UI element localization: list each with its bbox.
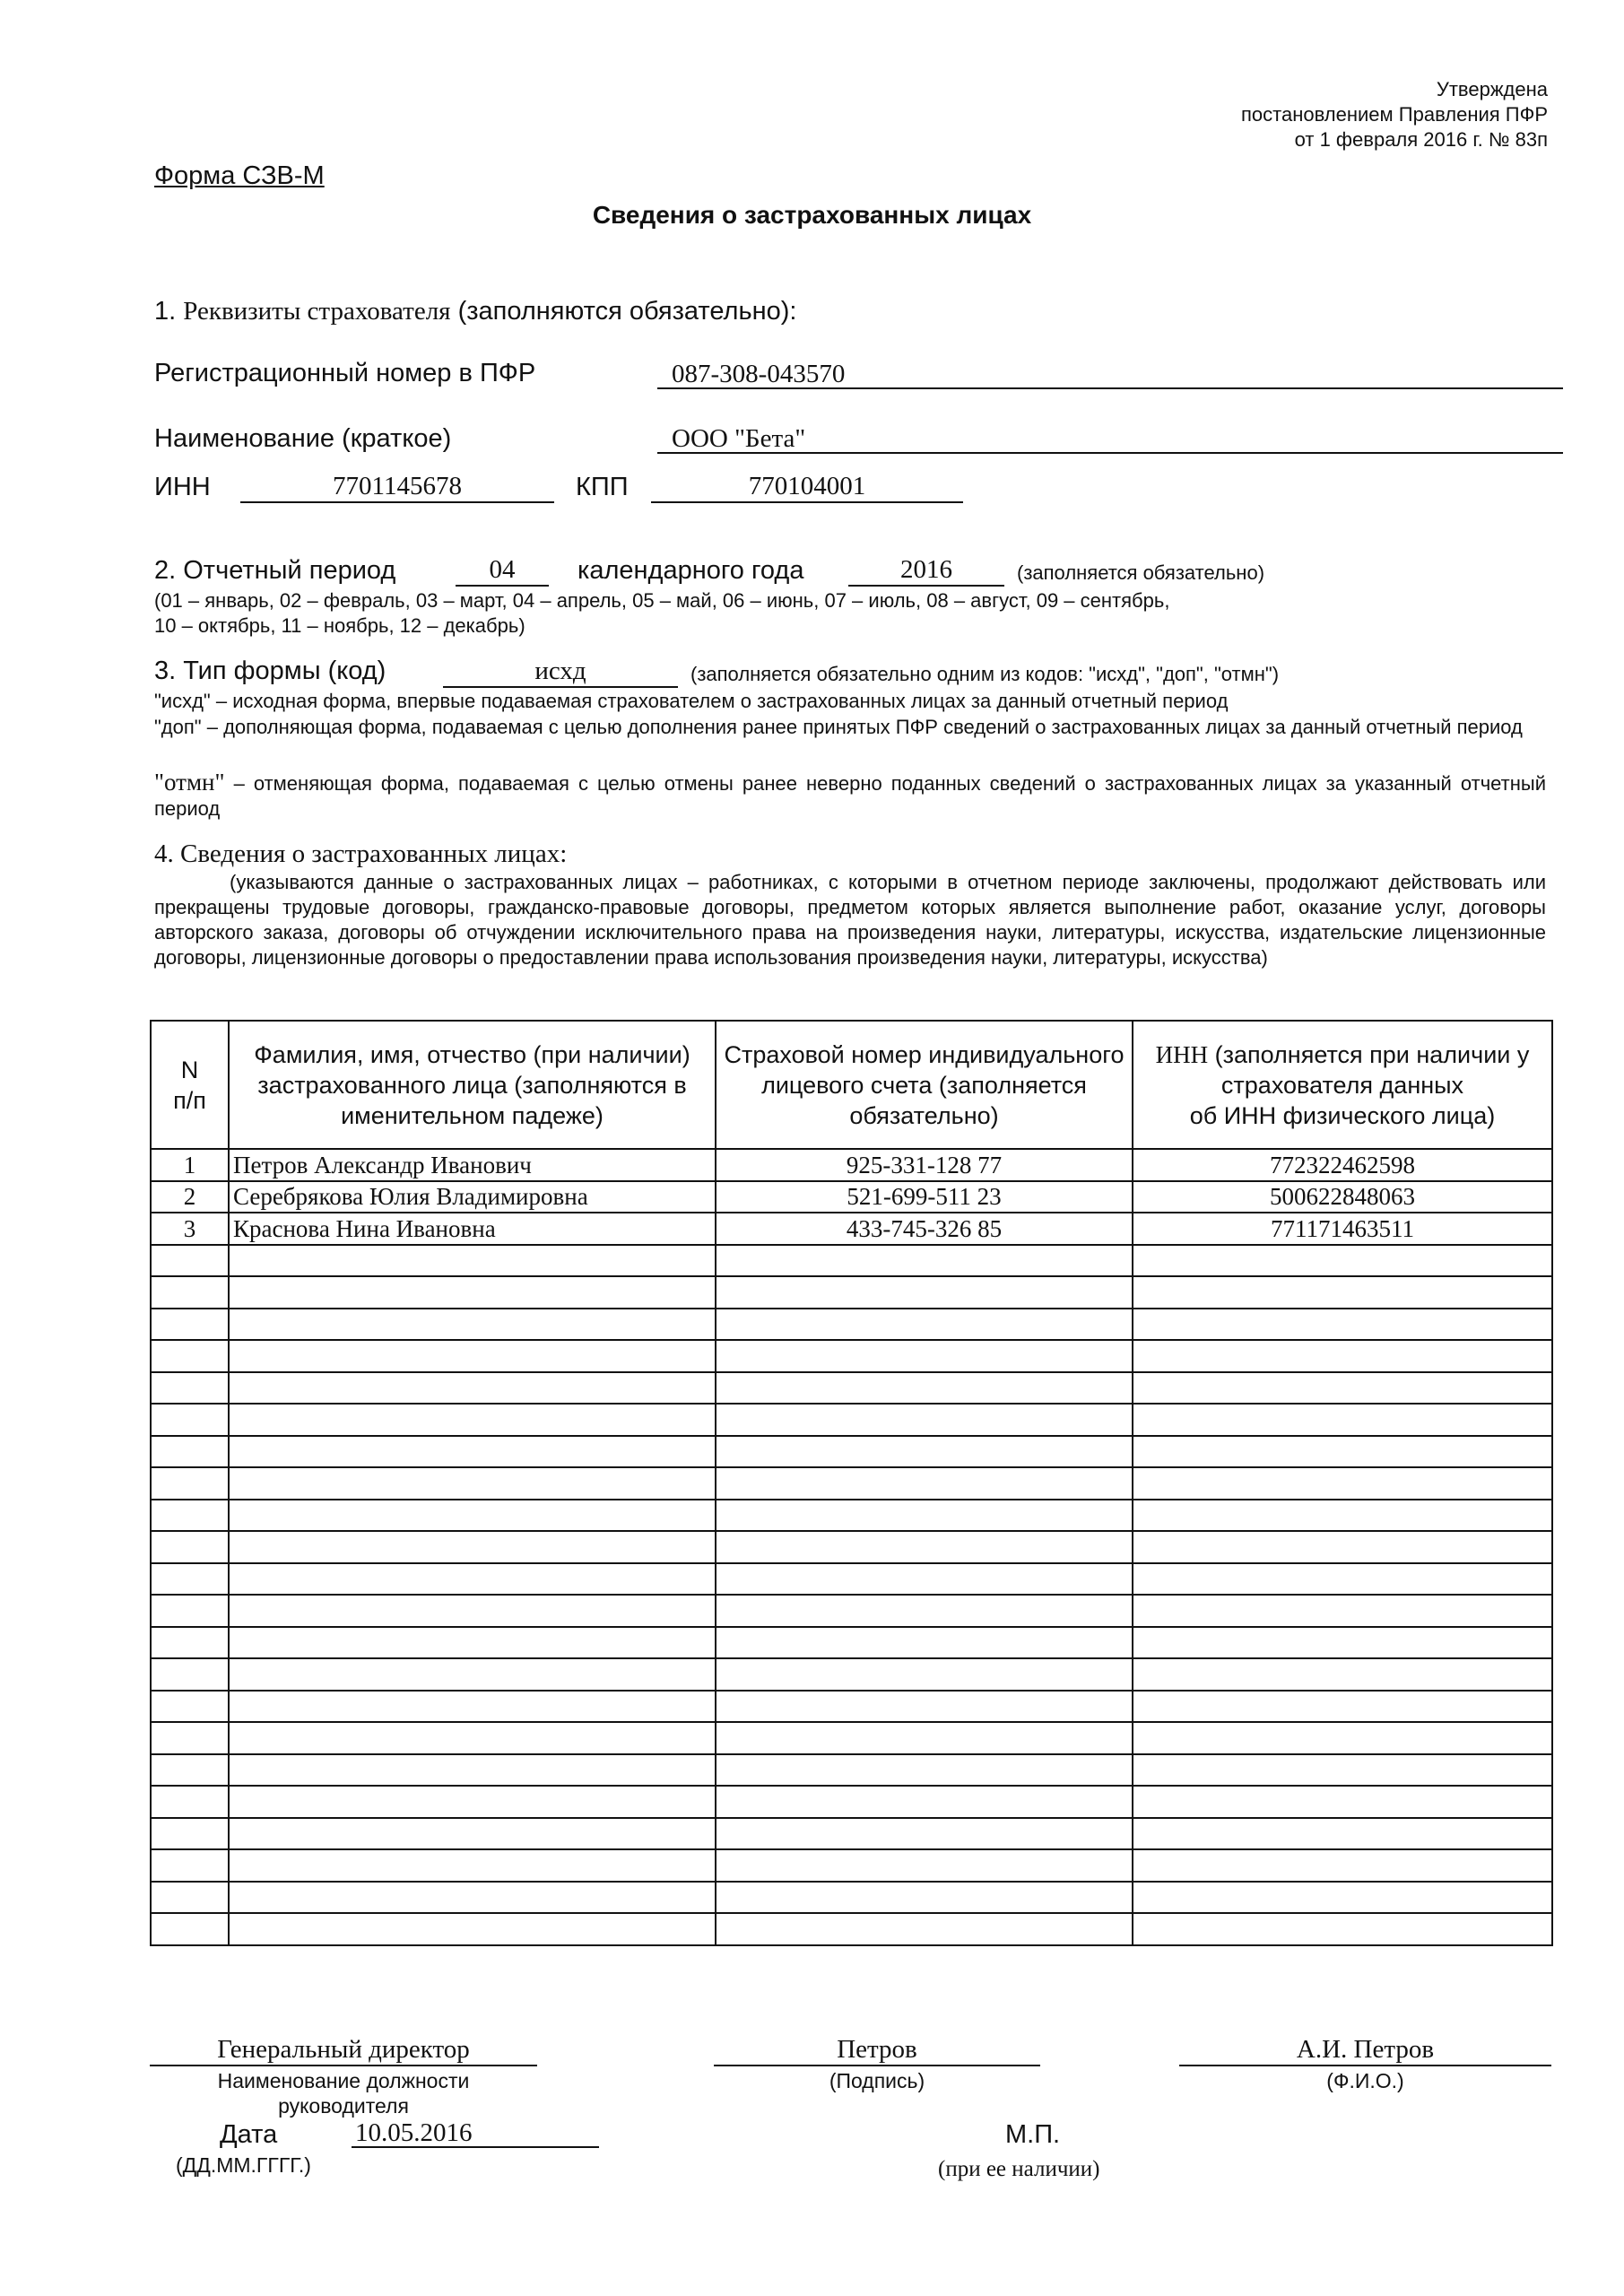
empty-table-row (151, 1658, 1552, 1691)
empty-cell[interactable] (1133, 1404, 1552, 1436)
empty-table-row (151, 1691, 1552, 1723)
empty-table-row (151, 1340, 1552, 1372)
empty-cell[interactable] (151, 1754, 229, 1787)
empty-cell[interactable] (229, 1309, 716, 1341)
section-1-heading-note: (заполняются обязательно): (457, 297, 797, 326)
kpp-field[interactable]: 770104001 (651, 471, 963, 503)
empty-cell[interactable] (1133, 1882, 1552, 1914)
row-number: 3 (151, 1213, 229, 1245)
approval-line-3: от 1 февраля 2016 г. № 83п (1294, 128, 1548, 151)
empty-cell[interactable] (716, 1627, 1133, 1659)
empty-cell[interactable] (229, 1722, 716, 1754)
column-header-snils: Страховой номер индивидуального лицевого счета (заполняется обязательно) (716, 1021, 1133, 1149)
column-header-inn-code: ИНН (1155, 1040, 1209, 1068)
approval-line-1: Утверждена (1436, 78, 1548, 100)
column-header-number-line-1: N (180, 1056, 199, 1083)
empty-table-row (151, 1563, 1552, 1596)
empty-cell[interactable] (716, 1754, 1133, 1787)
approval-note (1241, 77, 1548, 152)
empty-cell[interactable] (1133, 1786, 1552, 1818)
date-label: Дата (220, 2120, 278, 2149)
signature-field[interactable]: Петров (714, 2034, 1040, 2066)
empty-cell[interactable] (229, 1276, 716, 1309)
empty-cell[interactable] (716, 1531, 1133, 1563)
empty-table-row (151, 1500, 1552, 1532)
section-1-heading (154, 297, 796, 326)
date-field[interactable]: 10.05.2016 (352, 2118, 599, 2148)
months-legend-line-2: 10 – октябрь, 11 – ноябрь, 12 – декабрь) (154, 614, 525, 637)
empty-cell[interactable] (151, 1340, 229, 1372)
empty-cell[interactable] (716, 1563, 1133, 1596)
row-fio[interactable]: Краснова Нина Ивановна (229, 1213, 716, 1245)
empty-table-row (151, 1245, 1552, 1277)
empty-cell[interactable] (1133, 1595, 1552, 1627)
empty-cell[interactable] (151, 1786, 229, 1818)
empty-cell[interactable] (151, 1913, 229, 1945)
empty-table-row (151, 1818, 1552, 1850)
empty-cell[interactable] (229, 1595, 716, 1627)
empty-cell[interactable] (716, 1849, 1133, 1882)
inn-label: ИНН (154, 473, 211, 501)
empty-table-row (151, 1309, 1552, 1341)
row-number: 1 (151, 1149, 229, 1181)
empty-cell[interactable] (716, 1882, 1133, 1914)
empty-table-row (151, 1404, 1552, 1436)
empty-cell[interactable] (716, 1276, 1133, 1309)
empty-cell[interactable] (716, 1913, 1133, 1945)
empty-cell[interactable] (151, 1276, 229, 1309)
empty-table-row (151, 1786, 1552, 1818)
empty-table-row (151, 1722, 1552, 1754)
empty-cell[interactable] (716, 1500, 1133, 1532)
form-type-otmn-desc (154, 770, 1546, 822)
empty-cell[interactable] (229, 1436, 716, 1468)
column-header-fio: Фамилия, имя, отчество (при наличии) застрахованного лица (заполняются в именительном падеже) (229, 1021, 716, 1149)
empty-cell[interactable] (1133, 1372, 1552, 1405)
empty-cell[interactable] (151, 1849, 229, 1882)
empty-cell[interactable] (716, 1404, 1133, 1436)
empty-cell[interactable] (151, 1531, 229, 1563)
empty-cell[interactable] (229, 1754, 716, 1787)
empty-cell[interactable] (1133, 1340, 1552, 1372)
empty-cell[interactable] (229, 1786, 716, 1818)
calendar-year-label: календарного года (578, 556, 804, 585)
empty-cell[interactable] (716, 1340, 1133, 1372)
empty-cell[interactable] (151, 1882, 229, 1914)
row-inn[interactable]: 500622848063 (1133, 1181, 1552, 1213)
column-header-inn (1133, 1021, 1552, 1149)
empty-cell[interactable] (716, 1245, 1133, 1277)
empty-cell[interactable] (229, 1913, 716, 1945)
empty-cell[interactable] (151, 1563, 229, 1596)
short-name-field[interactable]: ООО "Бета" (657, 423, 1563, 454)
empty-cell[interactable] (151, 1245, 229, 1277)
empty-table-row (151, 1436, 1552, 1468)
director-position-caption-line-2: руководителя (278, 2094, 409, 2118)
director-position-caption-line-1: Наименование должности (217, 2069, 470, 2092)
empty-cell[interactable] (151, 1627, 229, 1659)
approval-line-2: постановлением Правления ПФР (1241, 103, 1548, 126)
empty-cell[interactable] (229, 1531, 716, 1563)
empty-cell[interactable] (1133, 1818, 1552, 1850)
empty-cell[interactable] (229, 1691, 716, 1723)
empty-table-row (151, 1627, 1552, 1659)
empty-table-row (151, 1595, 1552, 1627)
column-header-number-line-2: п/п (173, 1086, 206, 1114)
section-1-heading-main: Реквизиты страхователя (183, 297, 451, 326)
empty-cell[interactable] (229, 1849, 716, 1882)
inn-field[interactable]: 7701145678 (240, 471, 554, 503)
empty-cell[interactable] (716, 1786, 1133, 1818)
empty-cell[interactable] (1133, 1754, 1552, 1787)
empty-cell[interactable] (151, 1309, 229, 1341)
empty-table-row (151, 1754, 1552, 1787)
table-row (151, 1149, 1552, 1181)
kpp-label: КПП (576, 473, 629, 501)
page-title: Сведения о застрахованных лицах (592, 201, 1032, 229)
row-number: 2 (151, 1181, 229, 1213)
empty-cell[interactable] (1133, 1913, 1552, 1945)
empty-table-row (151, 1882, 1552, 1914)
stamp-note: (при ее наличии) (938, 2157, 1100, 2181)
empty-table-row (151, 1531, 1552, 1563)
empty-cell[interactable] (716, 1595, 1133, 1627)
empty-cell[interactable] (151, 1467, 229, 1500)
empty-cell[interactable] (229, 1818, 716, 1850)
reporting-year-field[interactable]: 2016 (848, 554, 1004, 587)
reporting-period-label: 2. Отчетный период (154, 556, 396, 585)
empty-cell[interactable] (229, 1340, 716, 1372)
empty-cell[interactable] (151, 1436, 229, 1468)
empty-cell[interactable] (229, 1245, 716, 1277)
empty-cell[interactable] (229, 1467, 716, 1500)
empty-cell[interactable] (1133, 1436, 1552, 1468)
empty-cell[interactable] (229, 1658, 716, 1691)
empty-cell[interactable] (1133, 1309, 1552, 1341)
empty-cell[interactable] (1133, 1849, 1552, 1882)
row-inn[interactable]: 771171463511 (1133, 1213, 1552, 1245)
form-name: Форма СЗВ-М (154, 161, 325, 190)
empty-cell[interactable] (716, 1309, 1133, 1341)
empty-cell[interactable] (1133, 1276, 1552, 1309)
table-header-row (151, 1021, 1552, 1149)
empty-cell[interactable] (716, 1372, 1133, 1405)
section-1-number: 1. (154, 297, 177, 326)
row-fio[interactable]: Петров Александр Иванович (229, 1149, 716, 1181)
row-snils[interactable]: 925-331-128 77 (716, 1149, 1133, 1181)
empty-cell[interactable] (229, 1882, 716, 1914)
row-inn[interactable]: 772322462598 (1133, 1149, 1552, 1181)
empty-cell[interactable] (1133, 1500, 1552, 1532)
empty-cell[interactable] (716, 1467, 1133, 1500)
empty-cell[interactable] (229, 1372, 716, 1405)
empty-cell[interactable] (151, 1500, 229, 1532)
form-type-dop-desc: "доп" – дополняющая форма, подаваемая с целью дополнения ранее принятых ПФР сведений о застрахованных лицах за данный отчетный период (154, 716, 1523, 738)
column-header-inn-line-2: об ИНН физического лица) (1189, 1101, 1496, 1129)
empty-cell[interactable] (229, 1627, 716, 1659)
director-fio-field[interactable]: А.И. Петров (1179, 2034, 1551, 2066)
empty-cell[interactable] (1133, 1722, 1552, 1754)
empty-cell[interactable] (151, 1595, 229, 1627)
row-snils[interactable]: 521-699-511 23 (716, 1181, 1133, 1213)
empty-table-row (151, 1372, 1552, 1405)
empty-cell[interactable] (716, 1436, 1133, 1468)
empty-table-row (151, 1467, 1552, 1500)
row-fio[interactable]: Серебрякова Юлия Владимировна (229, 1181, 716, 1213)
empty-table-row (151, 1276, 1552, 1309)
section-4-heading: 4. Сведения о застрахованных лицах: (154, 839, 568, 868)
director-position-caption (150, 2068, 537, 2118)
section-4-note: (указываются данные о застрахованных лицах – работниках, с которыми в отчетном периоде заключены, продолжают действовать или прекращены трудовые договоры, гражданско-правовые договоры, предметом которых является выполнение работ, оказание услуг, договоры авторского заказа, договоры об отчуждении исключительного права на произведения науки, литературы, искусства, издательские лицензионные договоры, лицензионные договоры о предоставлении права использования произведения науки, литературы, искусства) (154, 871, 1546, 969)
empty-cell[interactable] (716, 1691, 1133, 1723)
date-format-caption: (ДД.ММ.ГГГГ.) (176, 2153, 311, 2177)
insured-persons-table (150, 1020, 1553, 1946)
empty-cell[interactable] (1133, 1467, 1552, 1500)
period-required-note: (заполняется обязательно) (1017, 561, 1265, 584)
empty-table-row (151, 1849, 1552, 1882)
reg-number-label: Регистрационный номер в ПФР (154, 359, 536, 387)
otmn-description: – отменяющая форма, подаваемая с целью отмены ранее неверно поданных сведений о застрахованных лицах за указанный отчетный период (154, 772, 1546, 820)
empty-cell[interactable] (1133, 1245, 1552, 1277)
director-fio-caption: (Ф.И.О.) (1326, 2069, 1404, 2092)
empty-cell[interactable] (229, 1563, 716, 1596)
empty-cell[interactable] (229, 1404, 716, 1436)
empty-cell[interactable] (716, 1658, 1133, 1691)
form-type-ishd-desc: "исхд" – исходная форма, впервые подаваемая страхователем о застрахованных лицах за данный отчетный период (154, 690, 1229, 712)
stamp-label: М.П. (1005, 2120, 1061, 2149)
empty-cell[interactable] (1133, 1627, 1552, 1659)
otmn-code: "отмн" (154, 769, 225, 796)
short-name-label: Наименование (краткое) (154, 424, 452, 453)
director-position-field[interactable]: Генеральный директор (150, 2034, 537, 2066)
table-row (151, 1181, 1552, 1213)
column-header-number (151, 1021, 229, 1149)
empty-cell[interactable] (151, 1691, 229, 1723)
table-row (151, 1213, 1552, 1245)
form-type-field[interactable]: исхд (443, 656, 678, 688)
empty-cell[interactable] (1133, 1658, 1552, 1691)
empty-cell[interactable] (1133, 1563, 1552, 1596)
signature-caption: (Подпись) (829, 2069, 925, 2092)
form-type-label: 3. Тип формы (код) (154, 657, 386, 685)
form-type-note: (заполняется обязательно одним из кодов: "исхд", "доп", "отмн") (690, 663, 1280, 685)
empty-cell[interactable] (1133, 1531, 1552, 1563)
empty-cell[interactable] (151, 1372, 229, 1405)
months-legend-line-1: (01 – январь, 02 – февраль, 03 – март, 04 – апрель, 05 – май, 06 – июнь, 07 – июль, 08 – август, 09 – сентябрь, (154, 589, 1170, 612)
reg-number-field[interactable]: 087-308-043570 (657, 359, 1563, 389)
empty-cell[interactable] (716, 1722, 1133, 1754)
empty-cell[interactable] (151, 1658, 229, 1691)
row-snils[interactable]: 433-745-326 85 (716, 1213, 1133, 1245)
empty-cell[interactable] (151, 1722, 229, 1754)
empty-cell[interactable] (1133, 1691, 1552, 1723)
empty-table-row (151, 1913, 1552, 1945)
column-header-inn-rest: (заполняется при наличии у страхователя данных (1208, 1040, 1530, 1099)
empty-cell[interactable] (229, 1500, 716, 1532)
empty-cell[interactable] (151, 1404, 229, 1436)
empty-cell[interactable] (716, 1818, 1133, 1850)
empty-cell[interactable] (151, 1818, 229, 1850)
reporting-month-field[interactable]: 04 (456, 554, 549, 587)
